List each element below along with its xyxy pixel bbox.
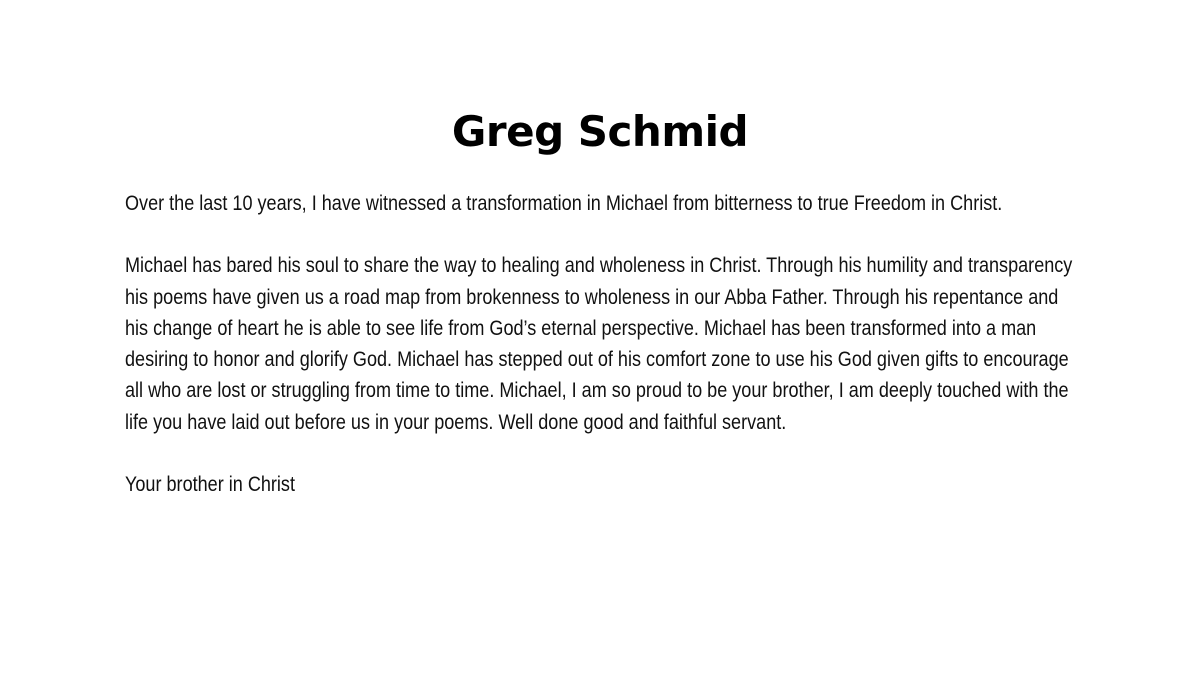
paragraph-closing: Your brother in Christ <box>125 473 295 497</box>
paragraph-testimony: Michael has bared his soul to share the way to healing and wholeness in Christ. Through his humility and transparency his poems have given us a road map from brokenness to wholeness in our Abba Father. Through his repentance and his change of heart he is able to see life from God’s eternal perspective. Michael has been transformed into a man desiring to honor and glorify God. Michael has stepped out of his comfort zone to use his God given gifts to encourage all who are lost or struggling from time to time. Michael, I am so proud to be your brother, I am deeply touched with the life you have laid out before us in your poems. Well done good and faithful servant. <box>125 254 1073 434</box>
slide-title: Greg Schmid <box>451 107 749 156</box>
slide-body <box>125 188 1080 531</box>
paragraph-intro: Over the last 10 years, I have witnessed a transformation in Michael from bitterness to true Freedom in Christ. <box>125 192 1003 215</box>
